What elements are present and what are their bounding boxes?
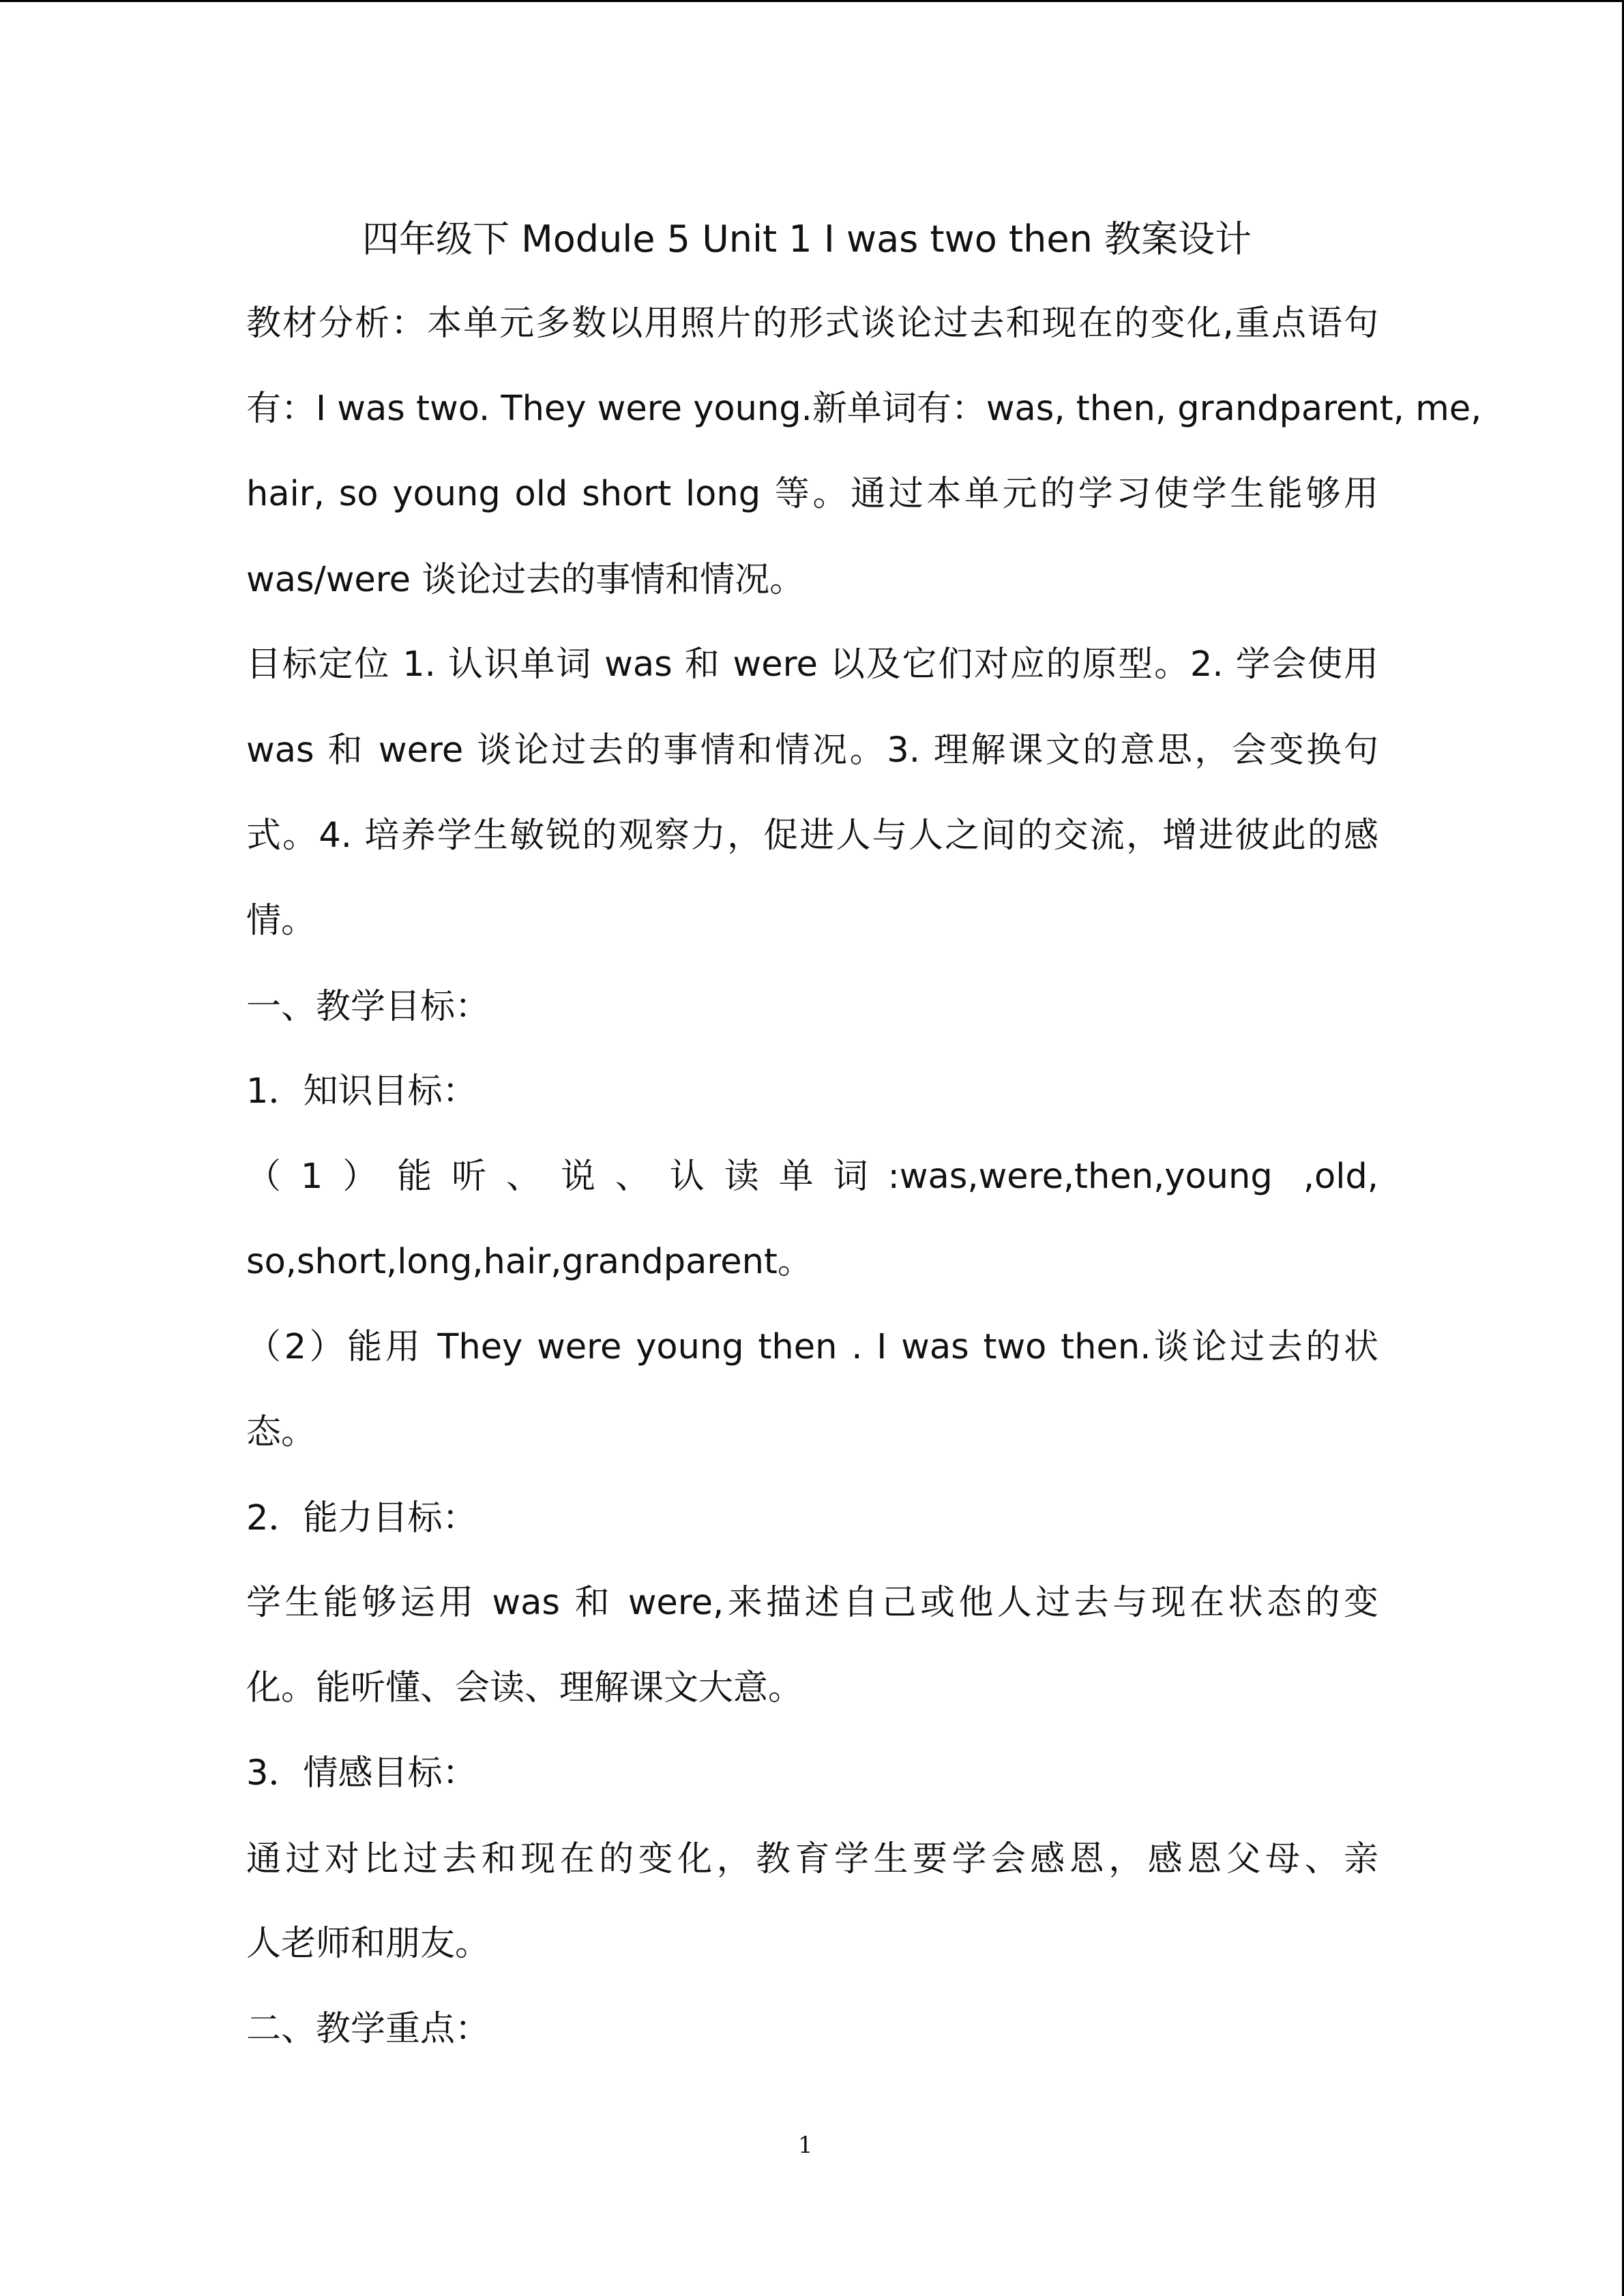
paragraph-line-target-2: was 和 were 谈论过去的事情和情况。3. 理解课文的意思，会变换句 [246, 730, 1378, 771]
paragraph-line-material-analysis-4: was/were 谈论过去的事情和情况。 [246, 560, 805, 600]
page-number: 1 [798, 2132, 813, 2159]
subheading-knowledge-goals: 1．知识目标： [246, 1071, 477, 1112]
knowledge-goal-line-1: （1）能听、说、认读单词:was,were,then,young ,old, [246, 1157, 1378, 1197]
paragraph-line-target-1: 目标定位 1. 认识单词 was 和 were 以及它们对应的原型。2. 学会使用 [246, 644, 1378, 685]
subheading-ability-goals: 2．能力目标： [246, 1498, 477, 1538]
subheading-emotion-goals: 3．情感目标： [246, 1753, 477, 1793]
paragraph-line-material-analysis-2: 有：I was two. They were young.新单词有：was, then, grandparent, me, [246, 389, 1482, 429]
section-heading-teaching-goals: 一、教学目标： [246, 987, 490, 1027]
document-title: 四年级下 Module 5 Unit 1 I was two then 教案设计 [362, 218, 1252, 260]
paragraph-line-material-analysis-1: 教材分析：本单元多数以用照片的形式谈论过去和现在的变化,重点语句 [246, 303, 1378, 344]
paragraph-line-material-analysis-3: hair, so young old short long 等。通过本单元的学习使学生能够用 [246, 474, 1378, 514]
knowledge-goal-line-4: 态。 [246, 1412, 316, 1452]
knowledge-goal-line-3: （2）能用 They were young then . I was two then.谈论过去的状 [246, 1327, 1378, 1367]
emotion-goal-line-2: 人老师和朋友。 [246, 1924, 490, 1964]
emotion-goal-line-1: 通过对比过去和现在的变化，教育学生要学会感恩，感恩父母、亲 [246, 1839, 1378, 1879]
ability-goal-line-1: 学生能够运用 was 和 were,来描述自己或他人过去与现在状态的变 [246, 1583, 1378, 1623]
paragraph-line-target-4: 情。 [246, 901, 316, 941]
ability-goal-line-2: 化。能听懂、会读、理解课文大意。 [246, 1668, 803, 1708]
knowledge-goal-line-2: so,short,long,hair,grandparent。 [246, 1242, 812, 1282]
page-top-border [0, 0, 1624, 2]
paragraph-line-target-3: 式。4. 培养学生敏锐的观察力，促进人与人之间的交流，增进彼此的感 [246, 816, 1378, 856]
section-heading-teaching-focus: 二、教学重点： [246, 2009, 490, 2049]
